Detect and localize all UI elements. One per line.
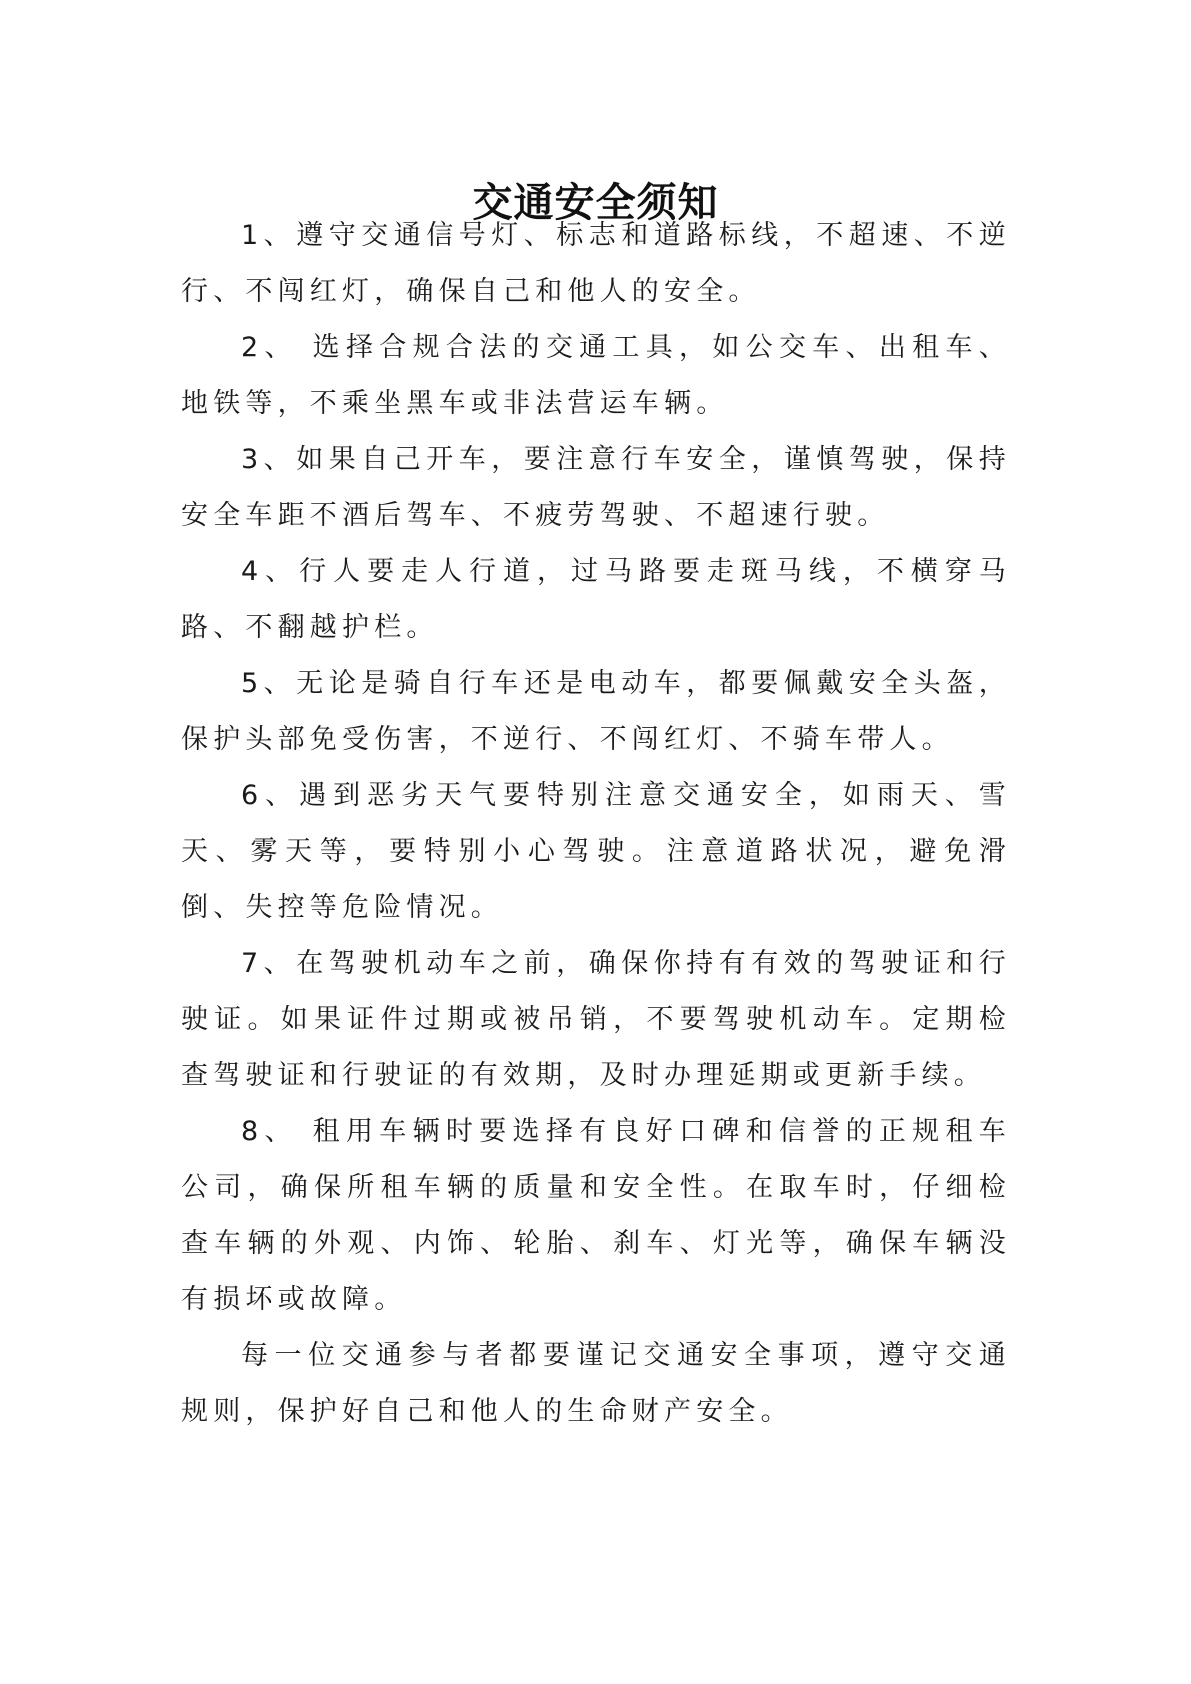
rule-paragraph-5: 5、无论是骑自行车还是电动车，都要佩戴安全头盔，保护头部免受伤害，不逆行、不闯红灯、不骑车带人。 — [181, 668, 1011, 755]
document-body — [181, 208, 1011, 1440]
rule-paragraph-7: 7、在驾驶机动车之前，确保你持有有效的驾驶证和行驶证。如果证件过期或被吊销，不要驾驶机动车。定期检查驾驶证和行驶证的有效期，及时办理延期或更新手续。 — [181, 948, 1011, 1091]
rule-paragraph-6: 6、遇到恶劣天气要特别注意交通安全，如雨天、雪天、雾天等，要特别小心驾驶。注意道路状况，避免滑倒、失控等危险情况。 — [181, 780, 1011, 923]
rule-paragraph-3: 3、如果自己开车，要注意行车安全，谨慎驾驶，保持安全车距不酒后驾车、不疲劳驾驶、不超速行驶。 — [181, 444, 1011, 531]
rule-paragraph-1: 1、遵守交通信号灯、标志和道路标线，不超速、不逆行、不闯红灯，确保自己和他人的安全。 — [181, 220, 1011, 307]
document-title: 交通安全须知 — [472, 178, 719, 226]
closing-paragraph: 每一位交通参与者都要谨记交通安全事项，遵守交通规则，保护好自己和他人的生命财产安全。 — [181, 1340, 1011, 1427]
rule-paragraph-8: 8、 租用车辆时要选择有良好口碑和信誉的正规租车公司，确保所租车辆的质量和安全性。在取车时，仔细检查车辆的外观、内饰、轮胎、刹车、灯光等，确保车辆没有损坏或故障。 — [181, 1116, 1011, 1315]
rule-paragraph-2: 2、 选择合规合法的交通工具，如公交车、出租车、地铁等，不乘坐黑车或非法营运车辆。 — [181, 332, 1011, 419]
rule-paragraph-4: 4、行人要走人行道，过马路要走斑马线，不横穿马路、不翻越护栏。 — [181, 556, 1011, 643]
